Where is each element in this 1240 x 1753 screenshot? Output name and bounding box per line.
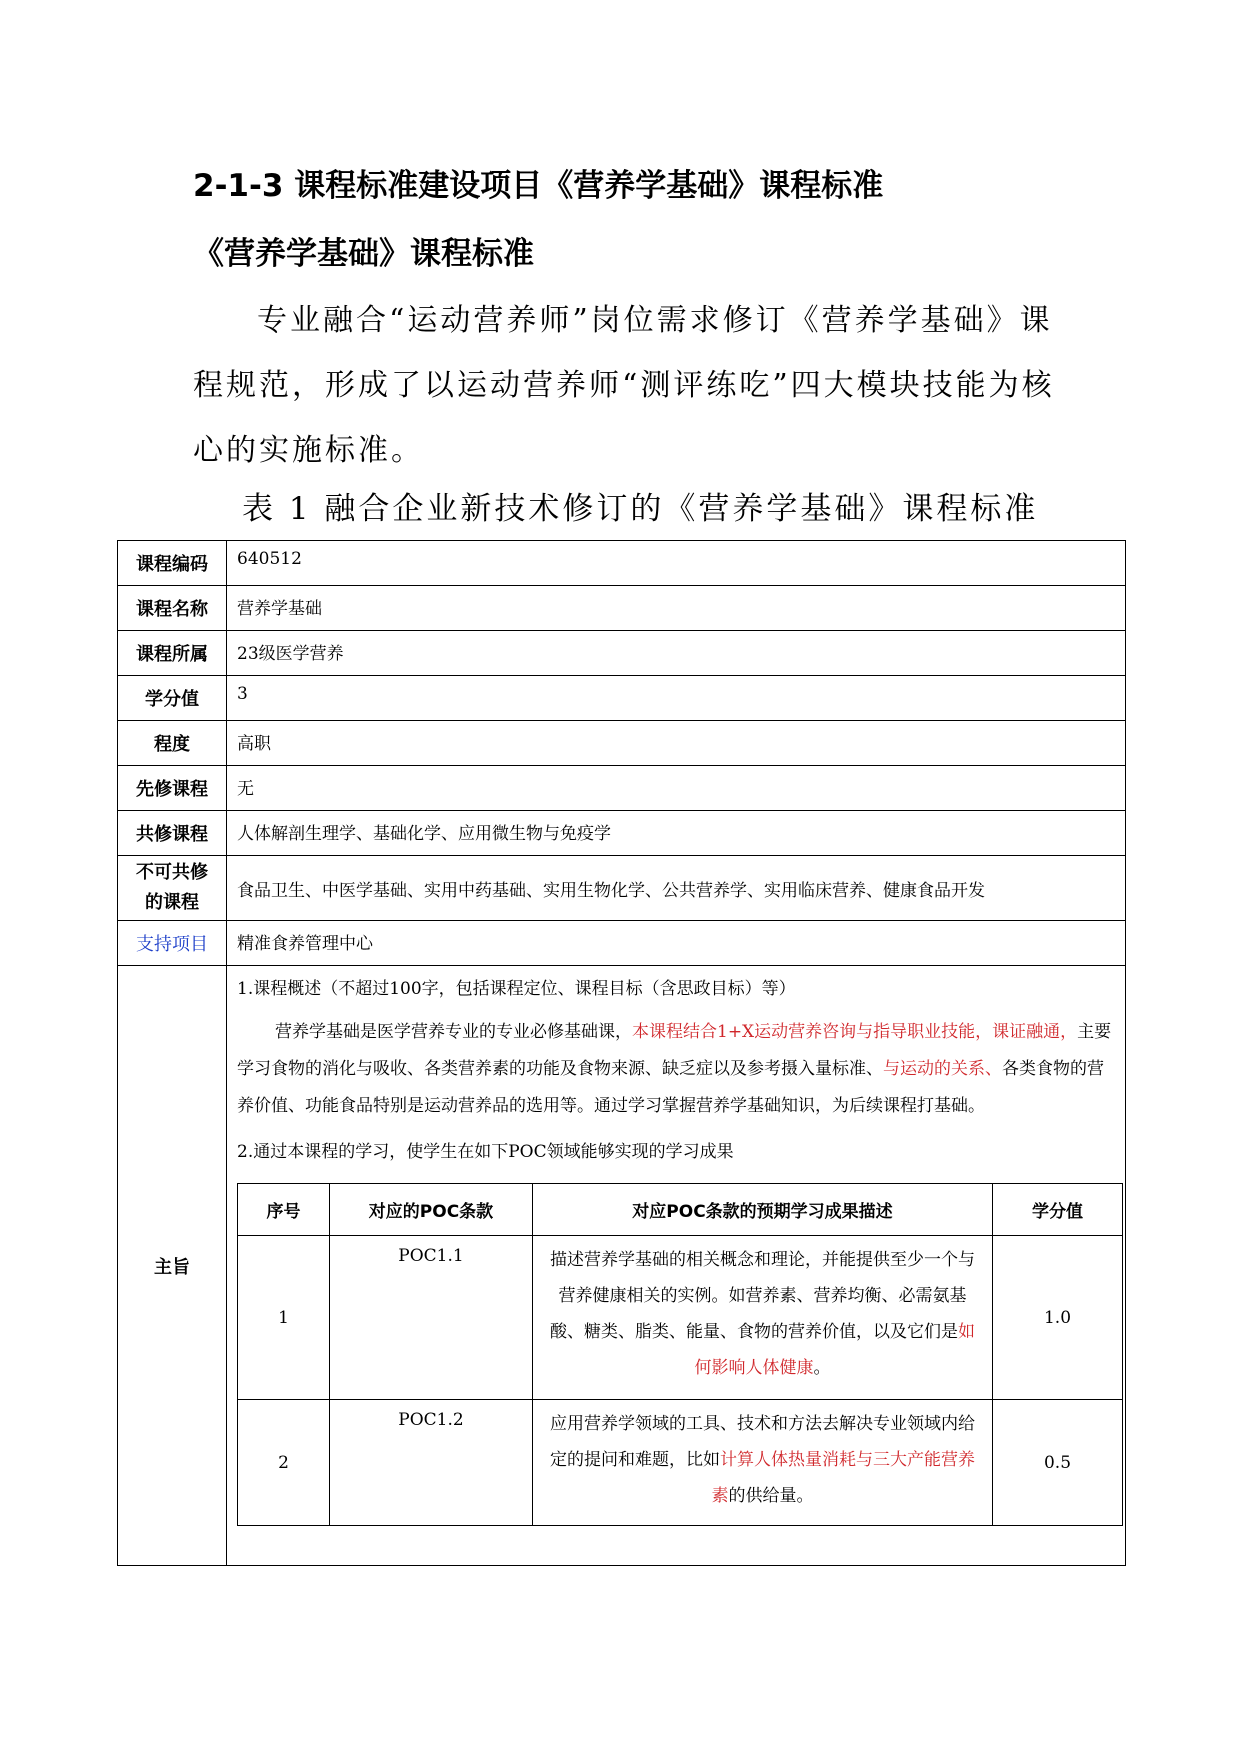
column-header: 学分值: [993, 1184, 1123, 1236]
row-label: 共修课程: [118, 811, 227, 856]
row-label: 课程名称: [118, 586, 227, 631]
overview-title: 1.课程概述（不超过100字，包括课程定位、课程目标（含思政目标）等）: [237, 979, 796, 999]
row-value: 23级医学营养: [227, 631, 1126, 676]
row-label: 支持项目: [118, 921, 227, 966]
row-value: 人体解剖生理学、基础化学、应用微生物与免疫学: [227, 811, 1126, 856]
intro-paragraph: 专业融合“运动营养师”岗位需求修订《营养学基础》课程规范，形成了以运动营养师“测评练吃”四大模块技能为核心的实施标准。: [193, 303, 1055, 468]
row-value: 640512: [227, 541, 1126, 586]
table-row: [118, 721, 1126, 766]
table-caption: 表 1 融合企业新技术修订的《营养学基础》课程标准: [242, 491, 1039, 527]
column-header: 序号: [238, 1184, 330, 1236]
row-value: 高职: [227, 721, 1126, 766]
column-header: 对应的POC条款: [330, 1184, 533, 1236]
poc-seq: 1: [238, 1236, 330, 1400]
table-row: [118, 631, 1126, 676]
main-content: [227, 966, 1126, 1566]
poc-desc-text: 应用营养学领域的工具、技术和方法去解决专业领域内给定的提问和难题，比如: [550, 1414, 975, 1470]
table-row: [118, 811, 1126, 856]
column-header: 对应POC条款的预期学习成果描述: [533, 1184, 993, 1236]
row-label: 课程编码: [118, 541, 227, 586]
table-row: [118, 766, 1126, 811]
row-label-line: 的课程: [145, 892, 199, 913]
poc-description: [533, 1400, 993, 1526]
row-label: 主旨: [118, 966, 227, 1566]
poc-table: [237, 1183, 1123, 1526]
table-row: [118, 966, 1126, 1566]
course-standard-table: [117, 540, 1126, 1566]
row-label-line: 不可共修: [136, 862, 208, 883]
document-title: 《营养学基础》课程标准: [193, 236, 534, 272]
table-row: [118, 921, 1126, 966]
poc-desc-text: 描述营养学基础的相关概念和理论，并能提供至少一个与营养健康相关的实例。如营养素、营养均衡、必需氨基酸、糖类、脂类、能量、食物的营养价值，以及它们是: [550, 1250, 975, 1342]
overview-paragraph: [237, 1014, 1115, 1125]
overview-highlight: 本课程结合1+X运动营养咨询与指导职业技能，课证融通，: [632, 1022, 1078, 1042]
poc-credit: 0.5: [993, 1400, 1123, 1526]
row-value: 营养学基础: [227, 586, 1126, 631]
poc-code: POC1.1: [330, 1236, 533, 1400]
table-row: [118, 541, 1126, 586]
poc-desc-highlight: 计算人体热量消耗与三大产能营养素: [711, 1450, 975, 1506]
poc-row: [238, 1236, 1123, 1400]
row-value: 3: [227, 676, 1126, 721]
poc-code: POC1.2: [330, 1400, 533, 1526]
overview-text: 各类食物的营养价值、功能食品特别是运动营养品的选用等。通过学习掌握营养学基础知识，为后续课程打基础。: [237, 1059, 1104, 1116]
row-label: 学分值: [118, 676, 227, 721]
table-row: [118, 586, 1126, 631]
poc-desc-text: 。: [813, 1358, 831, 1378]
row-value: 无: [227, 766, 1126, 811]
row-label: 程度: [118, 721, 227, 766]
table-row: [118, 676, 1126, 721]
overview-text: 营养学基础是医学营养专业的专业必修基础课，: [275, 1022, 632, 1042]
row-value: 精准食养管理中心: [227, 921, 1126, 966]
row-label: 先修课程: [118, 766, 227, 811]
poc-seq: 2: [238, 1400, 330, 1526]
poc-description: [533, 1236, 993, 1400]
overview-text: 主要学习食物的消化与吸收、各类营养素的功能及食物来源、缺乏症以及参考摄入量标准、: [237, 1022, 1112, 1079]
row-value: 食品卫生、中医学基础、实用中药基础、实用生物化学、公共营养学、实用临床营养、健康食品开发: [227, 856, 1126, 921]
poc-credit: 1.0: [993, 1236, 1123, 1400]
poc-desc-highlight: 如何影响人体健康: [694, 1322, 975, 1378]
row-label: 课程所属: [118, 631, 227, 676]
poc-row: [238, 1400, 1123, 1526]
poc-header-row: [238, 1184, 1123, 1236]
outcomes-title: 2.通过本课程的学习，使学生在如下POC领域能够实现的学习成果: [237, 1142, 734, 1162]
overview-highlight: 与运动的关系、: [883, 1059, 1002, 1079]
table-row: [118, 856, 1126, 921]
section-heading: 2-1-3 课程标准建设项目《营养学基础》课程标准: [193, 168, 884, 204]
poc-desc-text: 的供给量。: [728, 1486, 814, 1506]
row-label: [118, 856, 227, 921]
